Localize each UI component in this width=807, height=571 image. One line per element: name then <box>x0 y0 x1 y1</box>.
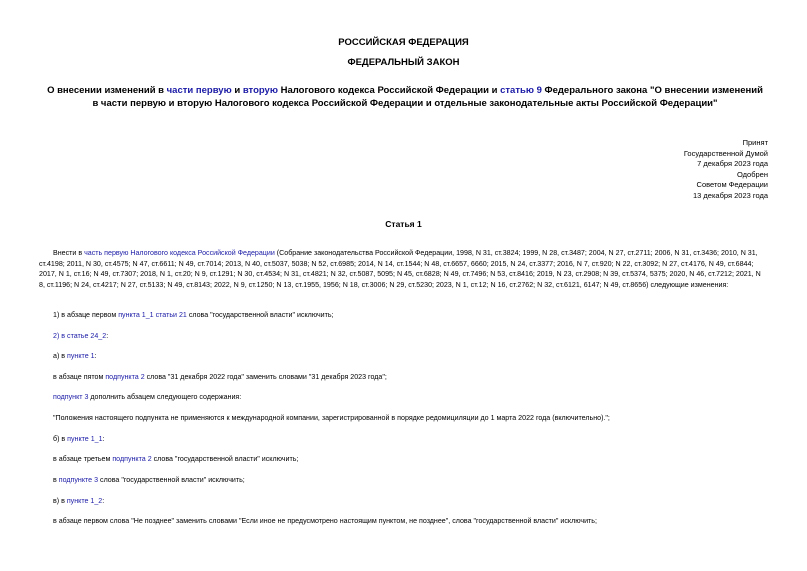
item-text: в <box>53 476 59 484</box>
item-text: в) в <box>53 497 67 505</box>
heading-link-part-one[interactable]: части первую <box>166 85 232 96</box>
item-link[interactable]: пункте 1 <box>67 352 95 360</box>
adoption-line: Принят <box>742 138 768 147</box>
intro-text: (Собрание законодательства Российской Федерации, 1998, N 31, ст.3824; 1999, N 28, ст.3487; 2004, N 27, ст.2711; 2006, N 31, ст.3436; 2010, N 31, ст.4198; 2011, N 30, ст.4575; N 47, ст.6611; N 49, ст.7014; 2013, N 40, ст.5037, 5038; N 52, ст.6985; 2014, N 14, ст.1544; N 48, ст.6657, 6660; 2015, N 24, ст.3377; 2016, N 7, ст.920; N 22, ст.3092; N 27, ст.4176, N 49, ст.6844; 2017, N 1, ст.16; N 49, ст.7307; 2018, N 1, ст.20; N 9, ст.1291; N 30, ст.4534; N 31, ст.4821; N 32, ст.5087, 5095; N 45, ст.6828; N 49, ст.7496; N 53, ст.8416; 2019, N 23, ст.2908; N 39, ст.5374, 5375; 2020, N 46, ст.7212; 2021, N 8, ст.1196; N 24, ст.4217; N 27, ст.5133; N 49, ст.8143; 2022, N 9, ст.1250; N 13, ст.1955, 1956; N 18, ст.3006; N 29, ст.5230; 2023, N 1, ст.12; N 16, ст.2762; N 32, ст.6121, 6147; N 49, ст.8656) следующие изменения: <box>39 249 761 290</box>
item-text: слова "государственной власти" исключить; <box>98 476 245 484</box>
intro-text: Внести в <box>53 249 85 257</box>
list-item <box>53 497 104 505</box>
article-title: Статья 1 <box>385 219 422 229</box>
item-text: : <box>102 497 105 505</box>
list-item <box>53 332 108 340</box>
item-link[interactable]: пункте 1_1 <box>67 435 103 443</box>
heading-link-part-two[interactable]: вторую <box>242 85 278 96</box>
item-link[interactable]: пункта 1_1 статьи 21 <box>118 311 187 319</box>
adoption-line: Государственной Думой <box>683 148 768 158</box>
item-text: а) в <box>53 352 68 360</box>
item-text: : <box>94 352 97 360</box>
law-heading <box>45 85 765 110</box>
tax-code-part-one-link[interactable]: часть первую Налогового кодекса Российской Федерации <box>84 249 275 257</box>
heading-link-article-9[interactable]: статью 9 <box>500 85 542 96</box>
item-text: дополнить абзацем следующего содержания: <box>88 393 242 401</box>
item-text: 1) в абзаце первом <box>53 311 119 319</box>
item-link[interactable]: статье 24_2 <box>67 332 107 340</box>
list-item <box>53 414 610 422</box>
list-item <box>53 455 298 463</box>
item-text: слова "31 декабря 2022 года" заменить словами "31 декабря 2023 года"; <box>144 373 387 381</box>
item-text: в абзаце третьем <box>53 455 113 463</box>
approval-line: Одобрен <box>737 169 768 179</box>
heading-text: О внесении изменений в <box>47 85 167 96</box>
heading-text: Налогового кодекса Российской Федерации и <box>277 85 501 96</box>
intro-paragraph <box>39 248 768 291</box>
item-link[interactable]: пункте 1_2 <box>66 497 103 505</box>
item-text: : <box>102 435 105 443</box>
approval-line: Советом Федерации <box>696 180 768 189</box>
list-item <box>53 476 245 484</box>
item-text: в абзаце пятом <box>53 373 106 381</box>
item-link[interactable]: подпункте 3 <box>58 476 99 484</box>
item-text: "Положения настоящего подпункта не применяются к международной компании, зарегистрированной в порядке редомициляции до 1 марта 2022 года (включительно)."; <box>53 414 610 422</box>
list-item <box>53 517 597 525</box>
list-item <box>53 373 387 381</box>
list-item <box>53 311 334 319</box>
heading-text: Федерального закона "О внесении изменений в части первую и вторую Налогового кодекса Российской Федерации и отдельные законодательные акты Российской Федерации" <box>92 85 763 109</box>
heading-text: и <box>231 85 243 96</box>
country-title: РОССИЙСКАЯ ФЕДЕРАЦИЯ <box>338 37 469 48</box>
item-text: 2) в <box>53 332 68 340</box>
list-item <box>53 435 105 443</box>
adoption-block <box>684 138 768 201</box>
item-text: слова "государственной власти" исключить; <box>151 455 299 463</box>
item-link[interactable]: подпункта 2 <box>105 373 145 381</box>
law-type-title: ФЕДЕРАЛЬНЫЙ ЗАКОН <box>347 57 460 68</box>
approval-line: 13 декабря 2023 года <box>692 190 768 200</box>
item-link[interactable]: подпункт 3 <box>53 393 89 401</box>
item-text: б) в <box>53 435 68 443</box>
list-item <box>53 393 241 401</box>
item-link[interactable]: подпункта 2 <box>112 455 152 463</box>
item-text: : <box>106 332 109 340</box>
item-text: слова "государственной власти" исключить; <box>186 311 334 319</box>
adoption-line: 7 декабря 2023 года <box>697 159 768 168</box>
item-text: в абзаце первом слова "Не позднее" заменить словами "Если иное не предусмотрено настоящим пунктом, не позднее", слова "государственной власти" исключить; <box>53 517 597 525</box>
list-item <box>53 352 97 360</box>
